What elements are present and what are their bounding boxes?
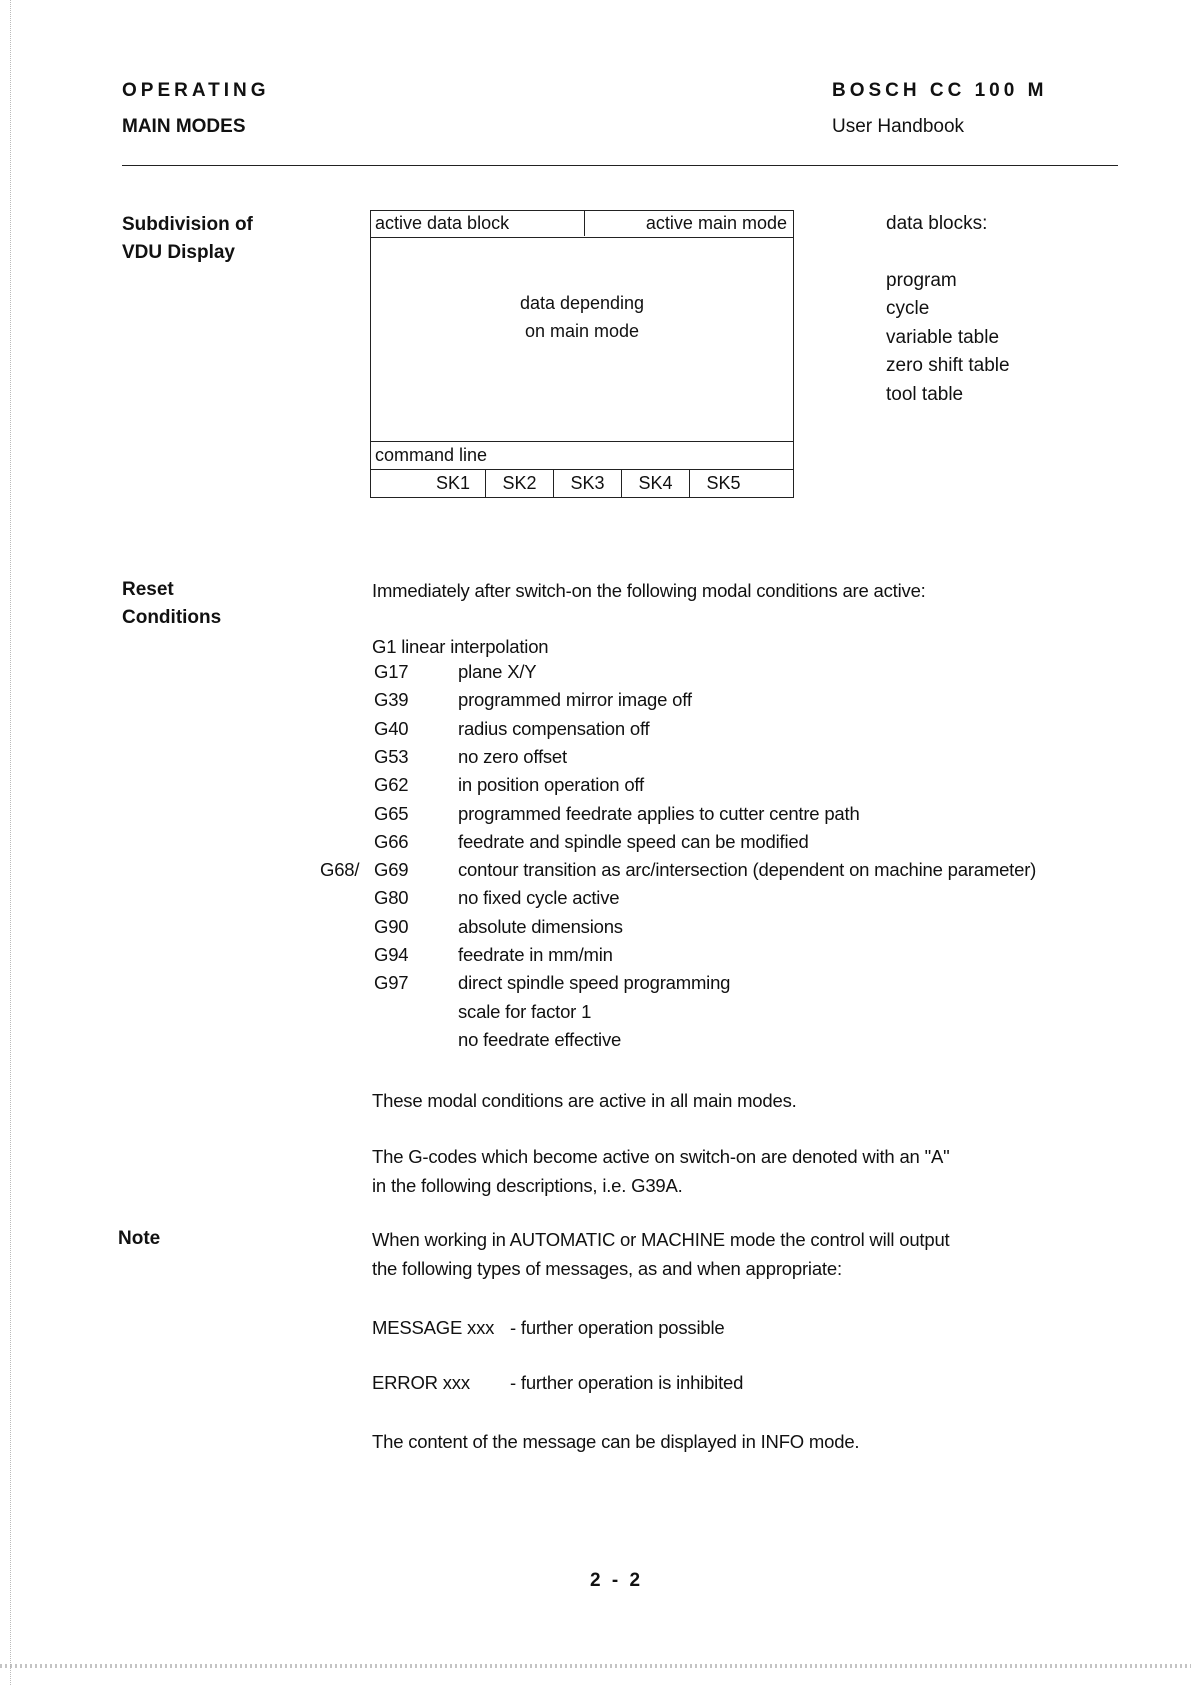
vdu-main-area xyxy=(371,289,793,345)
gcode-description: no fixed cycle active xyxy=(458,887,620,909)
gcode-code: G80 xyxy=(374,887,409,909)
gcode-description: no zero offset xyxy=(458,745,567,767)
scan-edge-band xyxy=(0,1664,1191,1668)
header-right-title: BOSCH CC 100 M xyxy=(832,80,1048,101)
gcode-prefix: G68/ xyxy=(320,859,360,881)
vdu-active-data-block: active data block xyxy=(375,213,510,233)
page-number: 2 - 2 xyxy=(590,1570,644,1591)
note-intro-line: the following types of messages, as and when appropriate: xyxy=(372,1257,842,1279)
vdu-command-line-label: command line xyxy=(375,445,488,465)
message-label: MESSAGE xxx xyxy=(372,1317,495,1338)
data-blocks-list xyxy=(886,210,1010,409)
vdu-active-main-mode: active main mode xyxy=(645,213,787,233)
softkey-2: SK2 xyxy=(485,470,553,497)
section-label-note: Note xyxy=(118,1228,161,1249)
gcode-description: no feedrate effective xyxy=(458,1028,622,1050)
section-label-reset xyxy=(122,576,221,632)
softkey-4: SK4 xyxy=(621,470,689,497)
data-block-item: program xyxy=(886,269,957,291)
vdu-top-bar xyxy=(371,211,793,238)
gcode-code: G62 xyxy=(374,774,409,796)
message-desc: - further operation possible xyxy=(510,1317,725,1338)
header-rule xyxy=(122,165,1118,166)
gcode-description: programmed mirror image off xyxy=(458,689,692,711)
gcode-code: G39 xyxy=(374,689,409,711)
data-block-item: tool table xyxy=(886,383,964,405)
reset-gcodes-note-line: The G-codes which become active on switch-on are denoted with an "A" xyxy=(372,1146,950,1167)
reset-gcodes-note xyxy=(372,1143,949,1200)
gcode-description: plane X/Y xyxy=(458,661,537,682)
gcode-code: G90 xyxy=(374,915,409,937)
gcode-code: G40 xyxy=(374,717,409,739)
gcode-code: G69 xyxy=(374,859,409,881)
vdu-divider xyxy=(584,211,585,236)
section-label-vdu xyxy=(122,211,253,267)
gcode-description: programmed feedrate applies to cutter centre path xyxy=(458,802,860,824)
data-block-item: variable table xyxy=(886,326,1000,348)
softkey-5: SK5 xyxy=(689,470,757,497)
data-block-item: cycle xyxy=(886,298,930,319)
note-info: The content of the message can be displayed in INFO mode. xyxy=(372,1431,860,1452)
section-label-line: Subdivision of xyxy=(122,214,253,235)
error-desc: - further operation is inhibited xyxy=(510,1372,744,1393)
reset-intro: Immediately after switch-on the following modal conditions are active: xyxy=(372,580,926,601)
note-intro xyxy=(372,1226,950,1283)
gcode-description: feedrate in mm/min xyxy=(458,944,613,965)
gcode-description: feedrate and spindle speed can be modified xyxy=(458,830,809,852)
reset-active-all: These modal conditions are active in all main modes. xyxy=(372,1090,797,1111)
gcode-code: G97 xyxy=(374,972,409,994)
section-label-line: VDU Display xyxy=(122,242,235,263)
section-label-line: Reset xyxy=(122,579,174,600)
vdu-command-line xyxy=(371,441,793,469)
gcode-code: G17 xyxy=(374,661,409,682)
error-label: ERROR xxx xyxy=(372,1372,470,1393)
gcode-description: scale for factor 1 xyxy=(458,1000,592,1022)
gcode-code: G65 xyxy=(374,802,409,824)
gcode-description: in position operation off xyxy=(458,774,644,796)
gcode-code: G66 xyxy=(374,830,409,852)
gcode-code: G53 xyxy=(374,745,409,767)
gcode-code: G94 xyxy=(374,944,409,965)
reset-first-line: G1 linear interpolation xyxy=(372,636,549,657)
gcode-description: contour transition as arc/intersection (dependent on machine parameter) xyxy=(458,859,1037,881)
reset-gcodes-note-line: in the following descriptions, i.e. G39A. xyxy=(372,1174,683,1196)
softkey-3: SK3 xyxy=(553,470,621,497)
header-left-subtitle: MAIN MODES xyxy=(122,116,246,137)
header-left-title: OPERATING xyxy=(122,80,270,101)
vdu-main-line: on main mode xyxy=(524,321,640,341)
data-blocks-title: data blocks: xyxy=(886,213,988,234)
data-block-item: zero shift table xyxy=(886,355,1010,376)
gcode-description: radius compensation off xyxy=(458,717,650,739)
gcode-description: absolute dimensions xyxy=(458,915,623,937)
gcode-description: direct spindle speed programming xyxy=(458,972,731,994)
header-right-subtitle: User Handbook xyxy=(832,116,965,137)
softkey-1: SK1 xyxy=(435,473,471,493)
vdu-diagram xyxy=(370,210,794,498)
vdu-main-line: data depending xyxy=(519,293,645,313)
note-intro-line: When working in AUTOMATIC or MACHINE mode the control will output xyxy=(372,1229,950,1250)
section-label-line: Conditions xyxy=(122,607,222,628)
left-margin-line xyxy=(10,0,11,1685)
vdu-softkey-row xyxy=(371,469,793,497)
